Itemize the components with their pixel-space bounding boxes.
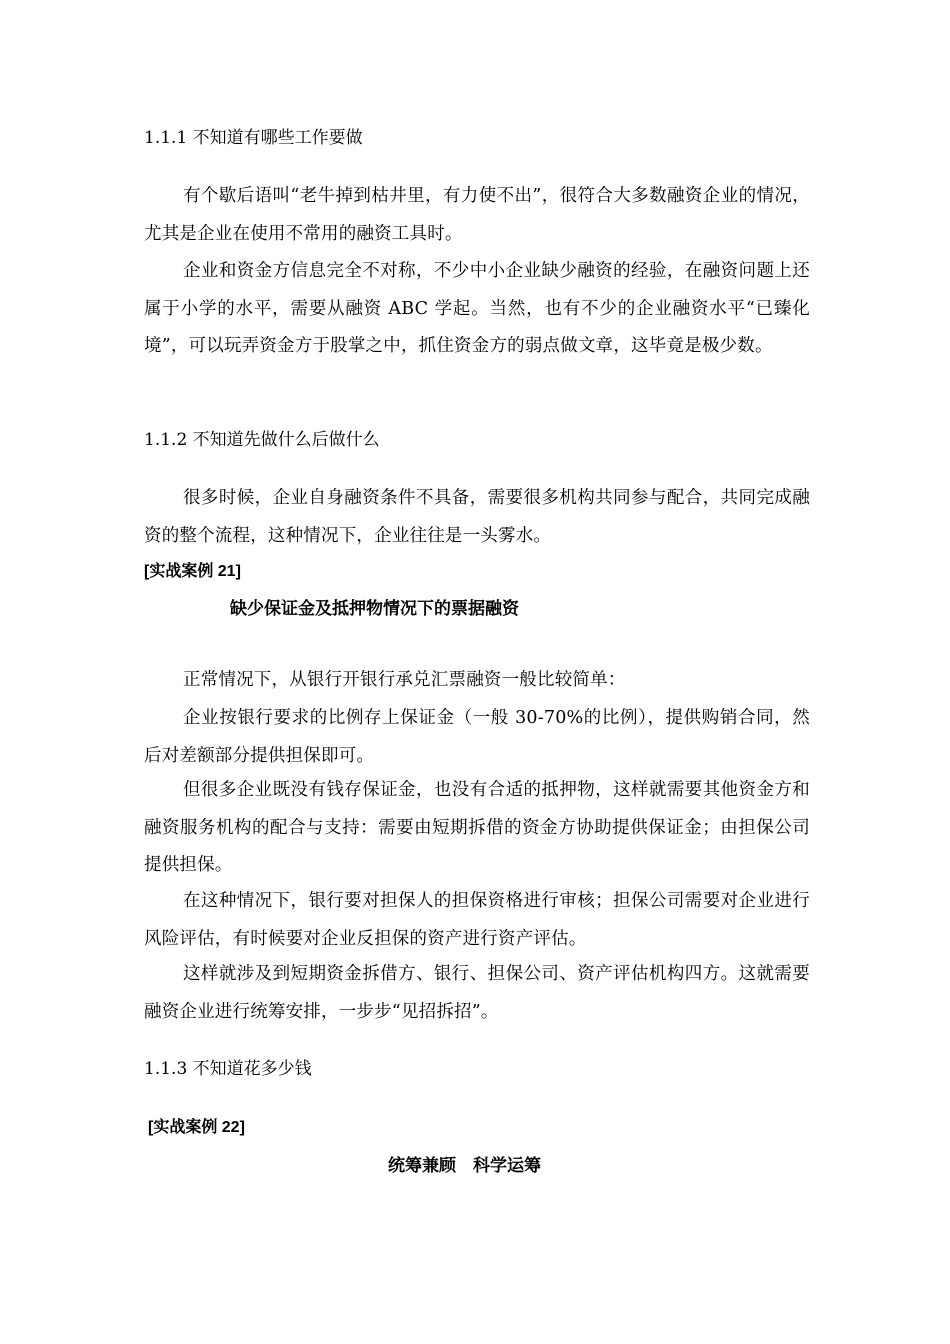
case-label-22: [实战案例 22] (148, 1119, 245, 1136)
paragraph: 这样就涉及到短期资金拆借方、银行、担保公司、资产评估机构四方。这就需要融资企业进行统筹安排，一步步“见招拆招”。 (144, 964, 810, 1022)
case-title-21: 缺少保证金及抵押物情况下的票据融资 (230, 599, 519, 619)
case-title-22: 统筹兼顾 科学运筹 (388, 1156, 541, 1176)
paragraph: 在这种情况下，银行要对担保人的担保资格进行审核；担保公司需要对企业进行风险评估，有时候要对企业反担保的资产进行资产评估。 (144, 891, 810, 949)
paragraph: 很多时候，企业自身融资条件不具备，需要很多机构共同参与配合，共同完成融资的整个流程，这种情况下，企业往往是一头雾水。 (144, 488, 810, 546)
paragraph: 但很多企业既没有钱存保证金，也没有合适的抵押物，这样就需要其他资金方和融资服务机构的配合与支持：需要由短期拆借的资金方协助提供保证金；由担保公司提供担保。 (144, 780, 810, 875)
paragraph: 正常情况下，从银行开银行承兑汇票融资一般比较简单： (183, 670, 626, 690)
paragraph: 企业和资金方信息完全不对称，不少中小企业缺少融资的经验，在融资问题上还属于小学的水平，需要从融资 ABC 学起。当然，也有不少的企业融资水平“已臻化境”，可以玩弄资金方于股掌之中，抓住资金方的弱点做文章，这毕竟是极少数。 (144, 261, 810, 356)
paragraph: 有个歇后语叫“老牛掉到枯井里，有力使不出”，很符合大多数融资企业的情况，尤其是企业在使用不常用的融资工具时。 (144, 186, 810, 244)
section-heading-1-1-1: 1.1.1 不知道有哪些工作要做 (144, 128, 363, 148)
paragraph: 企业按银行要求的比例存上保证金（一般 30-70%的比例），提供购销合同，然后对差额部分提供担保即可。 (144, 708, 810, 766)
section-heading-1-1-3: 1.1.3 不知道花多少钱 (144, 1059, 312, 1079)
case-label-21: [实战案例 21] (144, 563, 241, 580)
section-heading-1-1-2: 1.1.2 不知道先做什么后做什么 (144, 430, 380, 450)
